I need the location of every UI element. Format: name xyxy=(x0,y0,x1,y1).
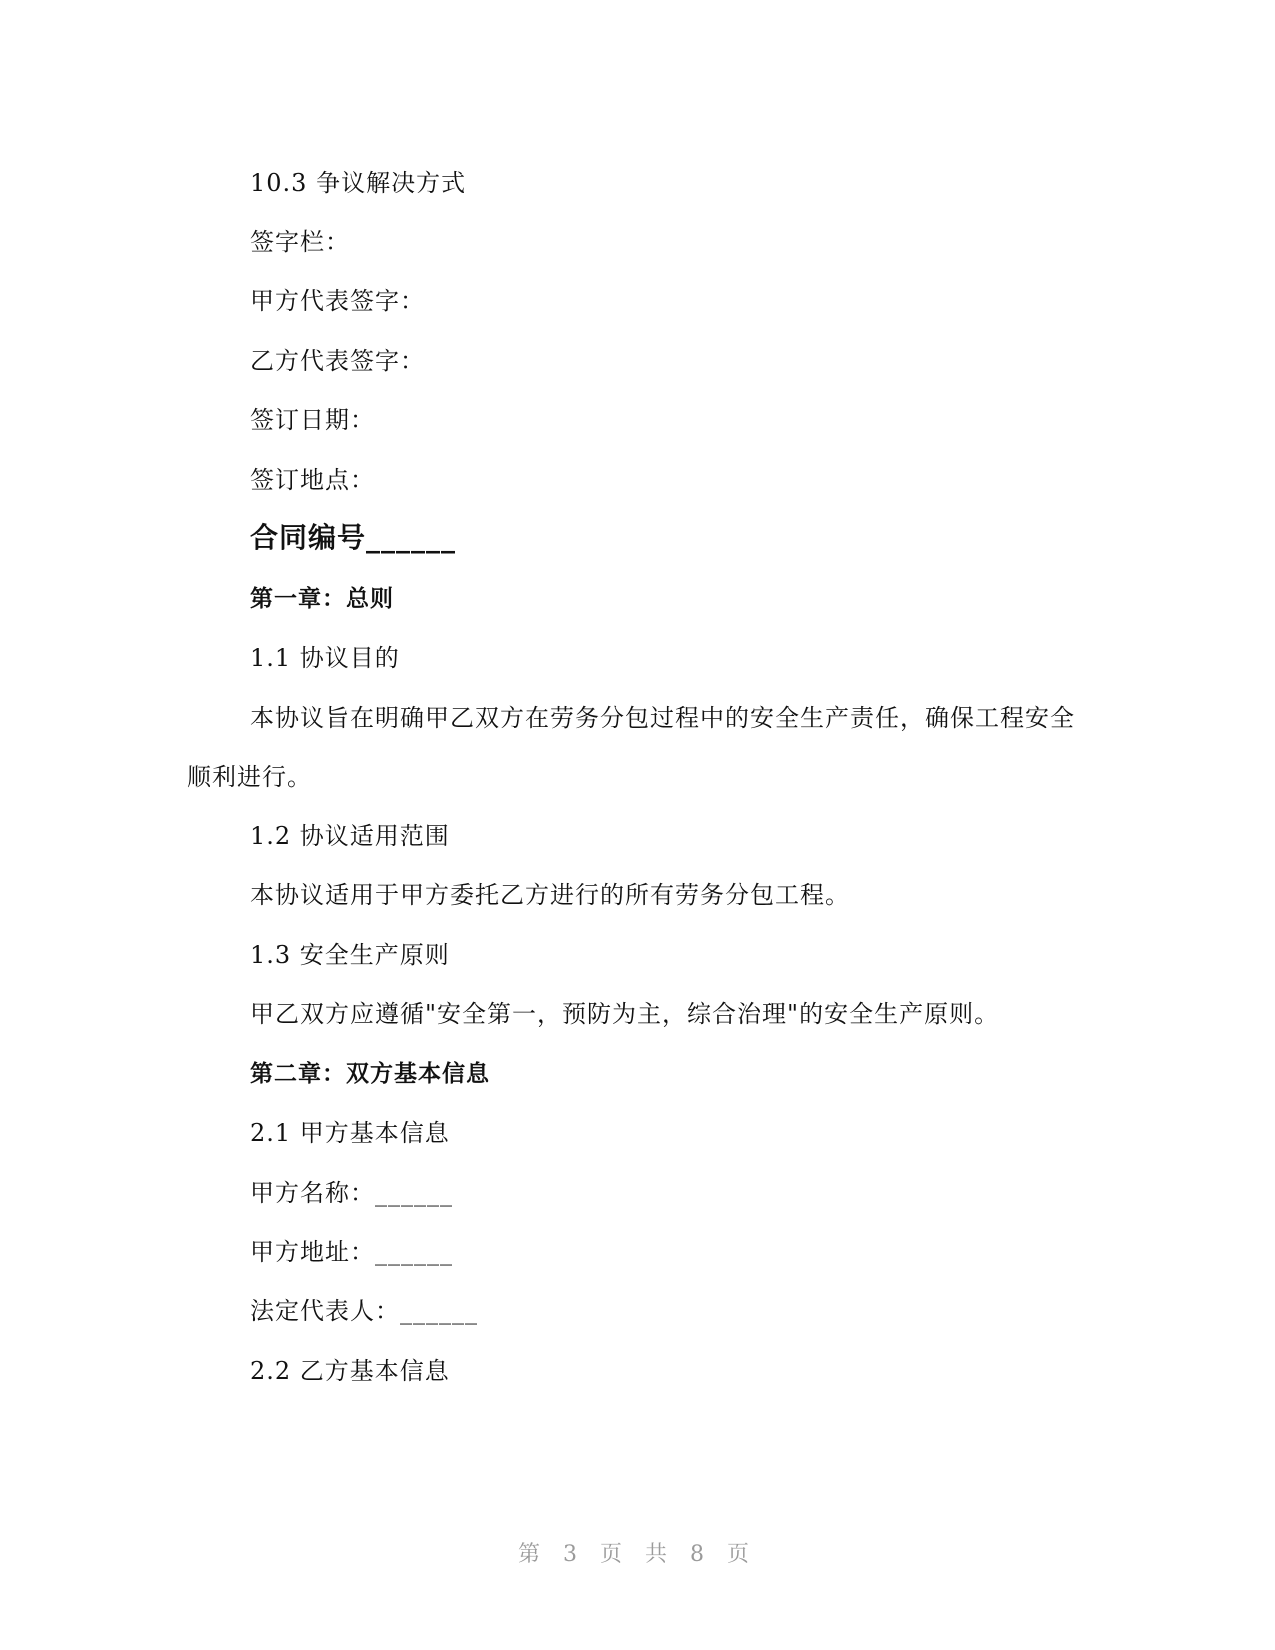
chapter-2-heading: 第二章：双方基本信息 xyxy=(250,1061,490,1087)
section-2-2: 2.2 乙方基本信息 xyxy=(250,1357,450,1385)
legal-representative-field: 法定代表人：______ xyxy=(250,1297,478,1325)
contract-number-title: 合同编号______ xyxy=(250,521,457,554)
section-1-2-body: 本协议适用于甲方委托乙方进行的所有劳务分包工程。 xyxy=(250,881,850,909)
section-1-2: 1.2 协议适用范围 xyxy=(250,822,450,850)
section-1-1-body-line-2: 顺利进行。 xyxy=(187,763,312,791)
section-1-1-body-line-1: 本协议旨在明确甲乙双方在劳务分包过程中的安全生产责任，确保工程安全 xyxy=(250,704,1075,732)
party-b-signature: 乙方代表签字： xyxy=(250,347,425,375)
party-a-signature: 甲方代表签字： xyxy=(250,287,425,315)
signing-date: 签订日期： xyxy=(250,406,375,434)
party-a-name-field: 甲方名称：______ xyxy=(250,1179,453,1207)
signature-block-label: 签字栏： xyxy=(250,228,350,256)
party-a-address-field: 甲方地址：______ xyxy=(250,1238,453,1266)
section-10-3: 10.3 争议解决方式 xyxy=(250,169,467,197)
section-1-3-body: 甲乙双方应遵循"安全第一，预防为主，综合治理"的安全生产原则。 xyxy=(250,1000,1000,1028)
page-number-footer: 第 3 页 共 8 页 xyxy=(518,1542,757,1567)
section-2-1: 2.1 甲方基本信息 xyxy=(250,1119,450,1147)
chapter-1-heading: 第一章：总则 xyxy=(250,586,394,612)
signing-location: 签订地点： xyxy=(250,466,375,494)
section-1-3: 1.3 安全生产原则 xyxy=(250,941,450,969)
section-1-1: 1.1 协议目的 xyxy=(250,644,400,672)
